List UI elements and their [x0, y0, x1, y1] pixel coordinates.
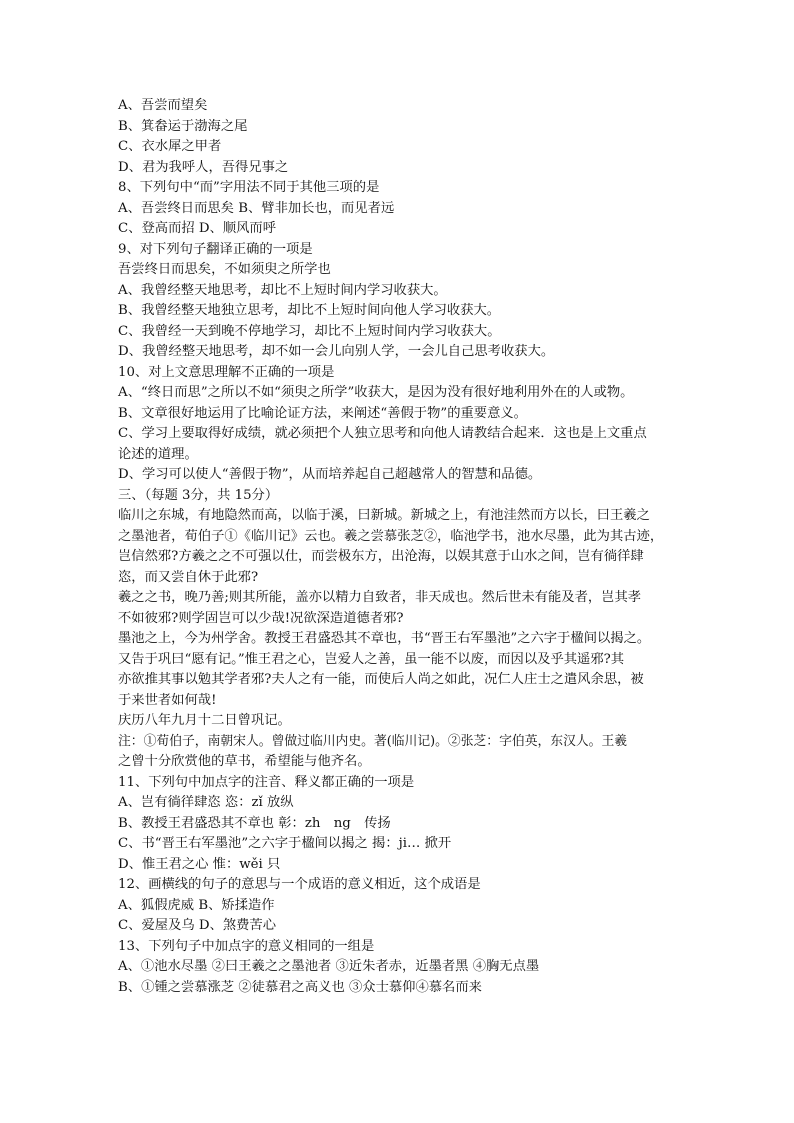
passage-line: 临川之东城，有地隐然而高，以临于溪，曰新城。新城之上，有池洼然而方以长，曰王羲之	[118, 508, 650, 523]
question-12: 12、画横线的句子的意思与一个成语的意义相近，这个成语是	[118, 877, 481, 892]
passage-signature: 庆历八年九月十二日曾巩记。	[118, 713, 291, 728]
q11-option-c: C、书“晋王右军墨池”之六字于楹间以揭之 揭：ji… 掀开	[118, 836, 452, 851]
option-c-line: C、衣水犀之甲者	[118, 139, 222, 154]
q9-option-c: C、我曾经一天到晚不停地学习，却比不上短时间内学习收获大。	[118, 323, 501, 339]
passage-line: 墨池之上，今为州学舍。教授王君盛恐其不章也，书“晋王右军墨池”之六字于楹间以揭之。	[118, 631, 651, 646]
q10-option-c-cont: 论述的道理。	[118, 446, 198, 462]
q10-option-c: C、学习上要取得好成绩，就必须把个人独立思考和向他人请教结合起来．这也是上文重点	[118, 426, 647, 441]
footnote-line: 注：①荀伯子，南朝宋人。曾做过临川内史。著(临川记)。②张芝：字伯英，东汉人。王羲	[118, 733, 628, 749]
question-8: 8、下列句中“而”字用法不同于其他三项的是	[118, 180, 380, 195]
q8-options-cd: C、登高而招 D、顺风而呼	[118, 221, 277, 236]
q9-option-d: D、我曾经整天地思考，却不如一会儿向别人学，一会儿自己思考收获大。	[118, 344, 555, 359]
passage-line: 又告于巩曰“愿有记。”惟王君之心，岂爱人之善，虽一能不以废，而因以及乎其遥邪?其	[118, 651, 625, 667]
q12-options-cd: C、爱屋及乌 D、煞费苦心	[118, 918, 277, 933]
q8-options-ab: A、吾尝终日而思矣 B、臂非加长也，而见者远	[118, 200, 395, 216]
option-b-line: B、箕畚运于渤海之尾	[118, 118, 248, 134]
question-13: 13、下列句子中加点字的意义相同的一组是	[118, 938, 375, 954]
q9-sentence: 吾尝终日而思矣，不如须臾之所学也	[118, 262, 331, 277]
q10-option-d: D、学习可以使人“善假于物”，从而培养起自己超越常人的智慧和品德。	[118, 467, 542, 482]
q13-option-b: B、①锺之尝慕涨芝 ②徒慕君之高义也 ③众士慕仰④慕名而来	[118, 979, 482, 995]
passage-line: 于来世者如何哉!	[118, 692, 217, 708]
question-9: 9、对下列句子翻译正确的一项是	[118, 241, 313, 257]
q10-option-b: B、文章很好地运用了比喻论证方法，来阐述“善假于物”的重要意义。	[118, 405, 527, 421]
q9-option-b: B、我曾经整天地独立思考，却比不上短时间向他人学习收获大。	[118, 303, 501, 318]
option-a-line: A、吾尝而望矣	[118, 98, 208, 113]
question-10: 10、对上文意思理解不正确的一项是	[118, 364, 335, 380]
passage-line: 羲之之书，晚乃善;则其所能，盖亦以精力自致者，非天成也。然后世未有能及者，岂其孝	[118, 590, 642, 605]
passage-line: 亦欲推其事以勉其学者邪?夫人之有一能，而使后人尚之如此，况仁人庄士之遣风余思，被	[118, 672, 644, 687]
q9-option-a: A、我曾经整天地思考，却比不上短时间内学习收获大。	[118, 282, 447, 298]
passage-line: 不如彼邪?则学固岂可以少哉!况欲深造道德者邪?	[118, 610, 404, 626]
passage-line: 之墨池者，荀伯子①《临川记》云也。羲之尝慕张芝②，临池学书，池水尽墨，此为其古迹，	[118, 528, 664, 544]
q11-option-d: D、惟王君之心 惟：wěi 只	[118, 856, 281, 872]
q13-option-a: A、①池水尽墨 ②曰王羲之之墨池者 ③近朱者赤，近墨者黑 ④胸无点墨	[118, 959, 540, 974]
q12-options-ab: A、狐假虎威 B、矫揉造作	[118, 897, 275, 913]
q10-option-a: A、“终日而思”之所以不如“须臾之所学”收获大，是因为没有很好地利用外在的人或物。	[118, 385, 634, 400]
footnote-line: 之曾十分欣赏他的草书，希望能与他齐名。	[118, 754, 371, 769]
option-d-line: D、君为我呼人，吾得兄事之	[118, 159, 289, 175]
document-page	[118, 96, 678, 998]
q11-option-b: B、教授王君盛恐其不章也 彰：zh ng 传扬	[118, 815, 391, 831]
q11-option-a: A、岂有徜徉肆恣 恣：zǐ 放纵	[118, 795, 294, 810]
question-11: 11、下列句中加点字的注音、释义都正确的一项是	[118, 774, 415, 790]
passage-line: 岂信然邪?方羲之之不可强以仕，而尝极东方，出沧海，以娱其意于山水之间，岂有徜徉肆	[118, 549, 644, 564]
passage-line: 恣，而又尝自休于此邪?	[118, 569, 259, 585]
section-3-heading: 三、（每题 3分，共 15分）	[118, 487, 279, 503]
